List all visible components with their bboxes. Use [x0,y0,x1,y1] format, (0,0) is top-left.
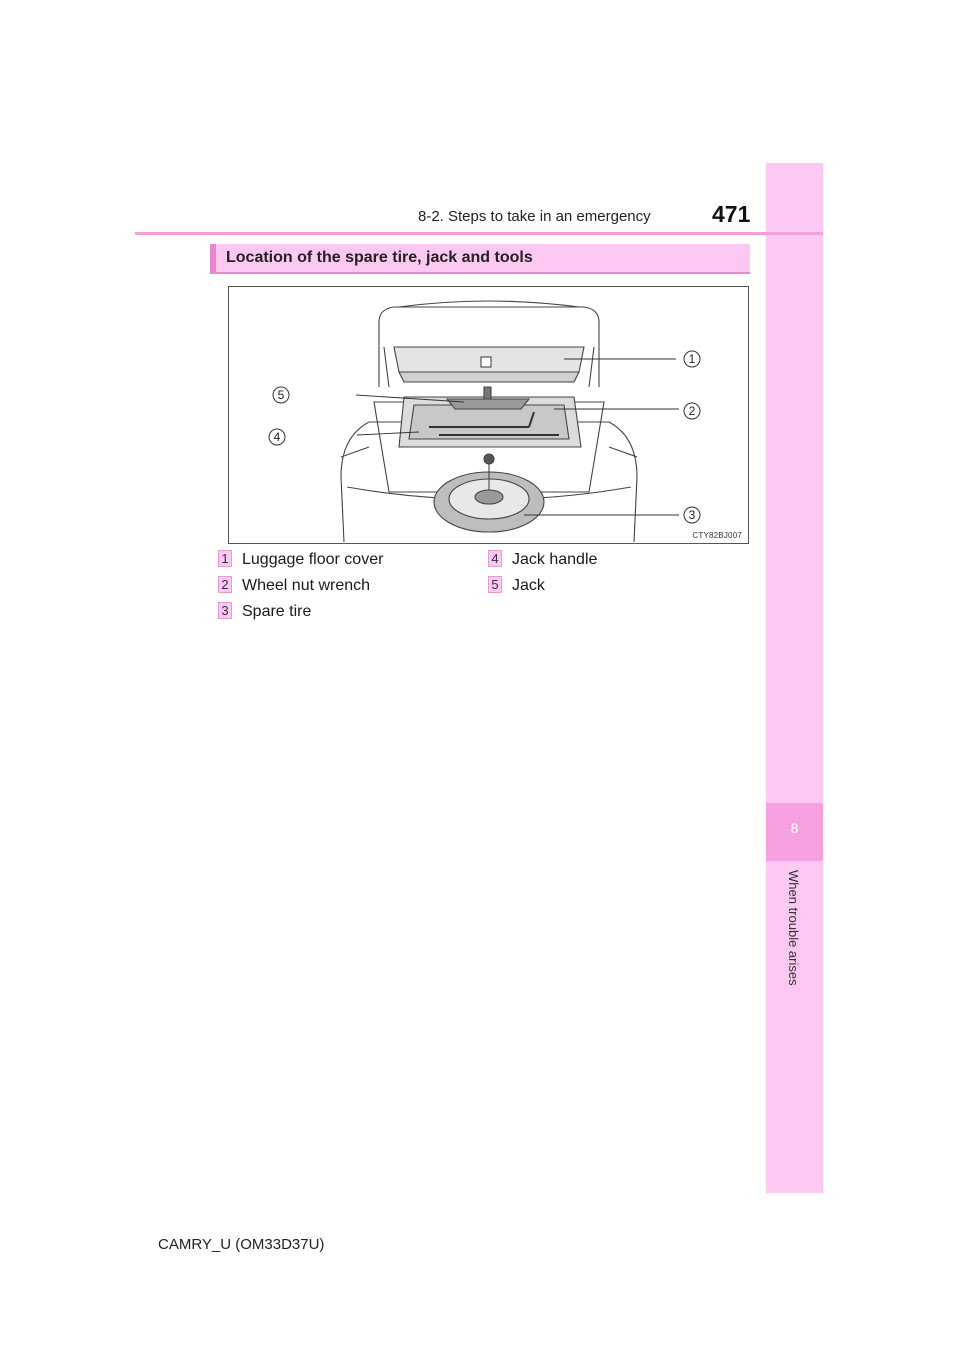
chapter-number: 8 [790,820,799,836]
legend-number-badge: 3 [218,602,232,619]
callout-5 [273,387,289,403]
svg-text:5: 5 [277,388,285,402]
legend-item-jack-handle [488,551,597,569]
header-rule [135,232,823,235]
legend-label: Luggage floor cover [242,551,384,568]
legend-item-jack [488,577,545,595]
page-number: 471 [712,201,751,227]
figure-code: CTY82BJ007 [692,531,742,540]
svg-text:1: 1 [688,352,696,366]
legend-number-badge: 1 [218,550,232,567]
callout-4 [269,429,285,445]
svg-text:3: 3 [688,508,696,522]
legend-item-spare-tire [218,603,311,621]
trunk-illustration [228,286,749,544]
section-heading-rule [210,272,750,274]
legend-number-badge: 4 [488,550,502,567]
chapter-title: When trouble arises [786,870,801,986]
legend-number-badge: 5 [488,576,502,593]
legend-label: Spare tire [242,603,312,620]
header-section-title: 8-2. Steps to take in an emergency [418,208,651,225]
svg-text:2: 2 [688,404,696,418]
legend-item-wheel-nut-wrench [218,577,370,595]
trunk-diagram [229,287,748,543]
section-heading [210,244,750,272]
legend-item-luggage-floor-cover [218,551,383,569]
svg-text:4: 4 [273,430,281,444]
callout-3 [684,507,700,523]
callout-1 [684,351,700,367]
callout-2 [684,403,700,419]
legend-label: Wheel nut wrench [242,577,371,594]
legend-label: Jack handle [512,551,598,568]
legend-number-badge: 2 [218,576,232,593]
section-heading-text: Location of the spare tire, jack and tools [226,249,533,266]
chapter-side-tab [766,163,823,1193]
legend-label: Jack [512,577,545,594]
footer-model-code: CAMRY_U (OM33D37U) [158,1236,325,1253]
